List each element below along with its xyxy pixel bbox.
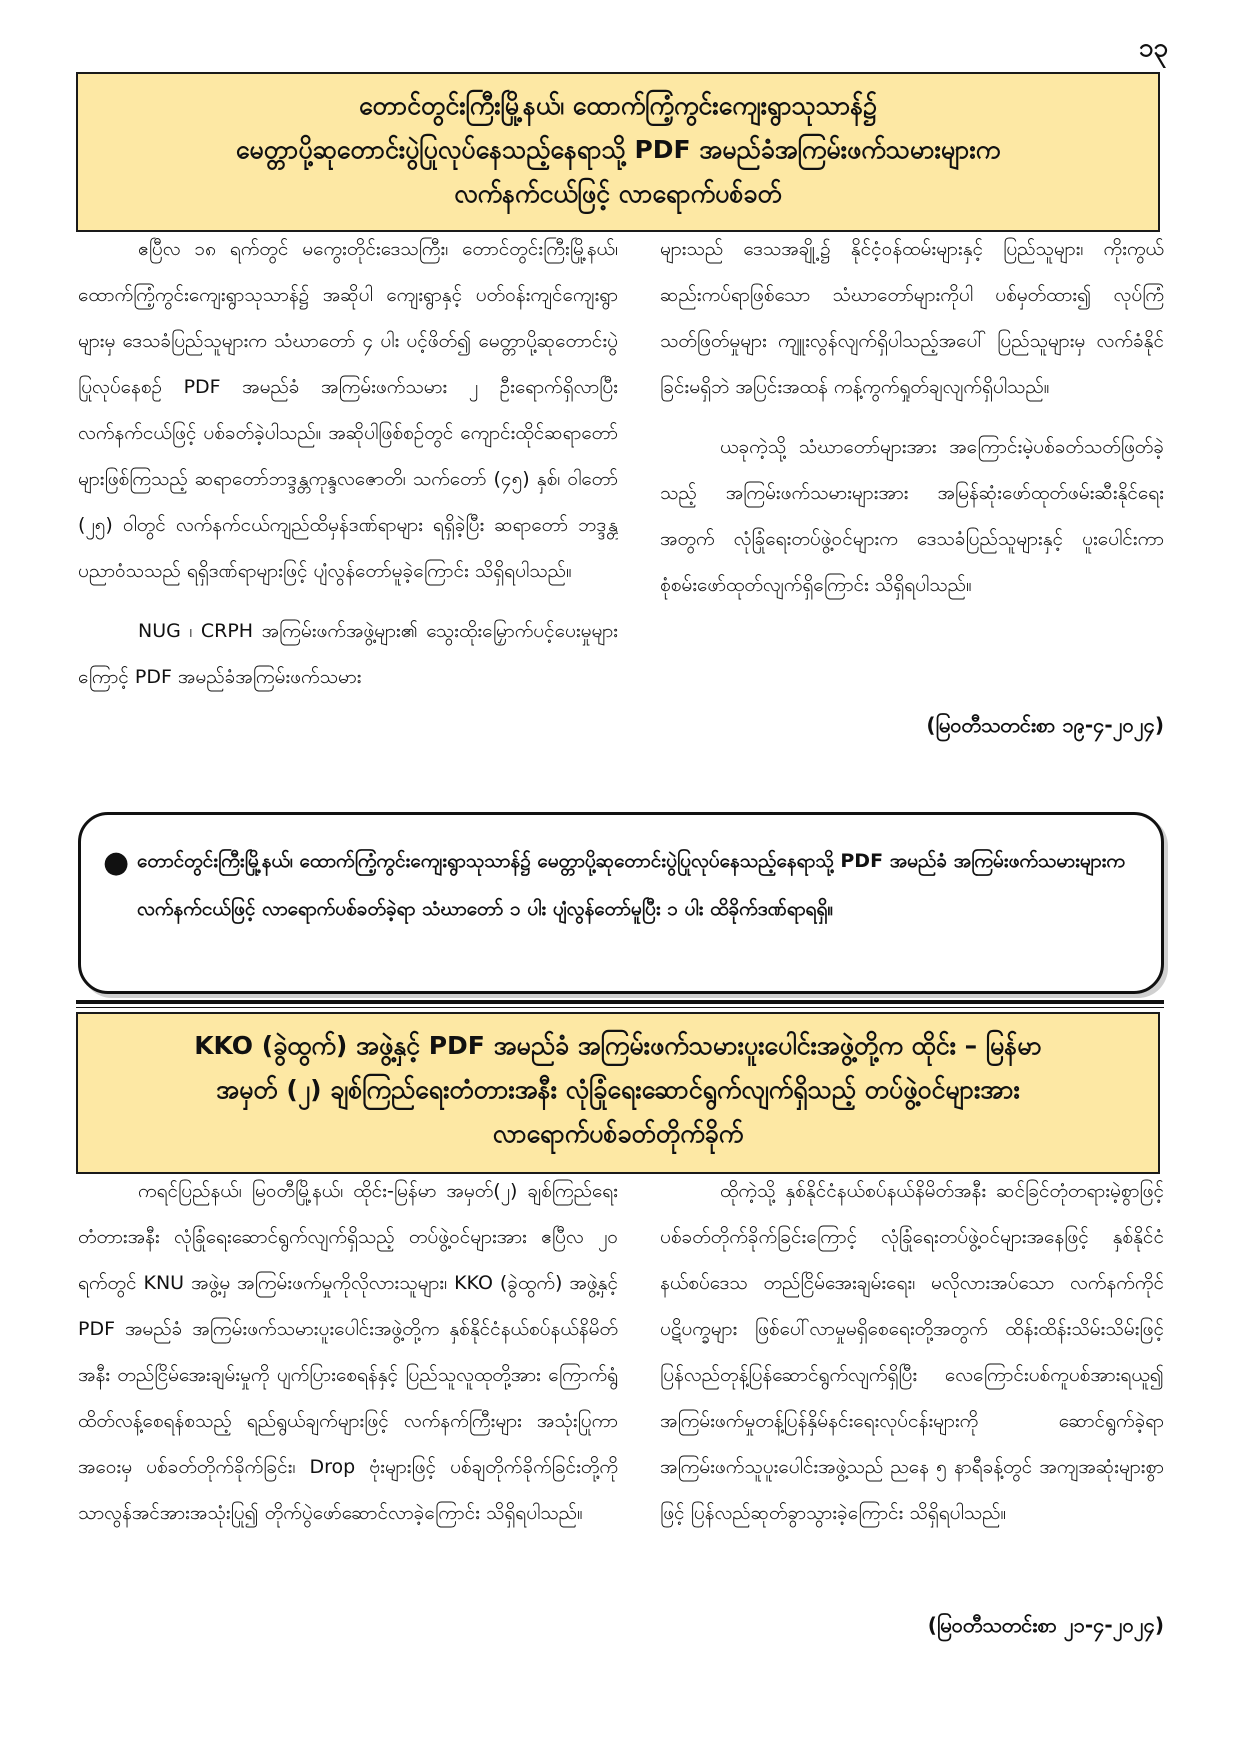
paragraph: ထိုကဲ့သို့ နှစ်နိုင်ငံနယ်စပ်နယ်နိမိတ်အနီး ဆင်ခြင်တုံတရားမဲ့စွာဖြင့် ပစ်ခတ်တိုက်ခိုက်ခြင်းကြောင့် လုံခြုံရေးတပ်ဖွဲ့ဝင်များအနေဖြင့် နှစ်နိုင်ငံနယ်စပ်ဒေသ တည်ငြိမ်အေးချမ်းရေး၊ မလိုလားအပ်သော လက်နက်ကိုင်ပဋိပက္ခများ ဖြစ်ပေါ်လာမှုမရှိစေရေးတို့အတွက် ထိန်းထိန်းသိမ်းသိမ်းဖြင့် ပြန်လည်တုန့်ပြန်ဆောင်ရွက်လျက်ရှိပြီး လေကြောင်းပစ်ကူပစ်အားရယူ၍ အကြမ်းဖက်မှုတန့်ပြန်နှိမ်နင်းရေးလုပ်ငန်းများကို ဆောင်ရွက်ခဲ့ရာ အကြမ်းဖက်သူပူးပေါင်းအဖွဲ့သည် ညနေ ၅ နာရီခန့်တွင် အကျအဆုံးများစွာဖြင့် ပြန်လည်ဆုတ်ခွာသွားခဲ့ကြောင်း သိရှိရပါသည်။ bbox=[660, 1180, 1164, 1524]
section-divider bbox=[76, 1000, 1164, 1004]
summary-note-text: တောင်တွင်းကြီးမြို့နယ်၊ ထောက်ကြံ့ကွင်းကျေးရွာသုသာန်၌ မေတ္တာပို့ဆုတောင်းပွဲပြုလုပ်နေသည့်နေရာသို့ PDF အမည်ခံ အကြမ်းဖက်သမားများက လက်နက်ငယ်ဖြင့် လာရောက်ပစ်ခတ်ခဲ့ရာ သံဃာတော် ၁ ပါး ပျံလွန်တော်မူပြီး ၁ ပါး ထိခိုက်ဒဏ်ရာရရှိ။ bbox=[137, 850, 1125, 920]
article-2-headline bbox=[76, 1012, 1160, 1174]
headline-line: လက်နက်ငယ်ဖြင့် လာရောက်ပစ်ခတ် bbox=[454, 179, 782, 208]
paragraph: ဧပြီလ ၁၈ ရက်တွင် မကွေးတိုင်းဒေသကြီး၊ တောင်တွင်းကြီးမြို့နယ်၊ ထောက်ကြံ့ကွင်းကျေးရွာသုသာန်၌ အဆိုပါ ကျေးရွာနှင့် ပတ်ဝန်းကျင်ကျေးရွာများမှ ဒေသခံပြည်သူများက သံဃာတော် ၄ ပါး ပင့်ဖိတ်၍ မေတ္တာပို့ဆုတောင်းပွဲပြုလုပ်နေစဉ် PDF အမည်ခံ အကြမ်းဖက်သမား ၂ ဦးရောက်ရှိလာပြီး လက်နက်ငယ်ဖြင့် ပစ်ခတ်ခဲ့ပါသည်။ အဆိုပါဖြစ်စဉ်တွင် ကျောင်းထိုင်ဆရာတော်များဖြစ်ကြသည့် ဆရာတော်ဘဒ္ဒန္တကုန္ဒလဇောတိ၊ သက်တော် (၄၅) နှစ်၊ ဝါတော် (၂၅) ဝါတွင် လက်နက်ငယ်ကျည်ထိမှန်ဒဏ်ရာများ ရရှိခဲ့ပြီး ဆရာတော် ဘဒ္ဒန္တပညာဝံသသည် ရရှိဒဏ်ရာများဖြင့် ပျံလွန်တော်မူခဲ့ကြောင်း သိရှိရပါသည်။ bbox=[78, 238, 618, 582]
article-2-source: (မြဝတီသတင်းစာ ၂၁-၄-၂၀၂၄) bbox=[927, 1613, 1164, 1637]
paragraph: ကရင်ပြည်နယ်၊ မြဝတီမြို့နယ်၊ ထိုင်း-မြန်မာ အမှတ်(၂) ချစ်ကြည်ရေးတံတားအနီး လုံခြုံရေးဆောင်ရွက်လျက်ရှိသည့် တပ်ဖွဲ့ဝင်များအား ဧပြီလ ၂၀ ရက်တွင် KNU အဖွဲ့မှ အကြမ်းဖက်မှုကိုလိုလားသူများ၊ KKO (ခွဲထွက်) အဖွဲ့နှင့် PDF အမည်ခံ အကြမ်းဖက်သမားပူးပေါင်းအဖွဲ့တို့က နှစ်နိုင်ငံနယ်စပ်နယ်နိမိတ်အနီး တည်ငြိမ်အေးချမ်းမှုကို ပျက်ပြားစေရန်နှင့် ပြည်သူလူထုတို့အား ကြောက်ရွံ့ထိတ်လန့်စေရန်စသည့် ရည်ရွယ်ချက်များဖြင့် လက်နက်ကြီးများ အသုံးပြုကာ အဝေးမှ ပစ်ခတ်တိုက်ခိုက်ခြင်း၊ Drop ဗုံးများဖြင့် ပစ်ချတိုက်ခိုက်ခြင်းတို့ကို သာလွန်အင်အားအသုံးပြု၍ တိုက်ပွဲဖော်ဆောင်လာခဲ့ကြောင်း သိရှိရပါသည်။ bbox=[78, 1180, 618, 1524]
headline-line: KKO (ခွဲထွက်) အဖွဲ့နှင့် PDF အမည်ခံ အကြမ်းဖက်သမားပူးပေါင်းအဖွဲ့တို့က ထိုင်း – မြန်မာ bbox=[194, 1031, 1042, 1060]
article-1-right-column bbox=[660, 226, 1164, 706]
article-1-headline bbox=[76, 72, 1160, 232]
headline-line: လာရောက်ပစ်ခတ်တိုက်ခိုက် bbox=[492, 1119, 744, 1148]
paragraph: များသည် ဒေသအချို့၌ နိုင်ငံ့ဝန်ထမ်းများနှင့် ပြည်သူများ၊ ကိုးကွယ်ဆည်းကပ်ရာဖြစ်သော သံဃာတော်များကိုပါ ပစ်မှတ်ထား၍ လုပ်ကြံသတ်ဖြတ်မှုများ ကျူးလွန်လျက်ရှိပါသည့်အပေါ် ပြည်သူများမှ လက်ခံနိုင်ခြင်းမရှိဘဲ အပြင်းအထန် ကန့်ကွက်ရှုတ်ချလျက်ရှိပါသည်။ bbox=[660, 238, 1164, 398]
paragraph: NUG ၊ CRPH အကြမ်းဖက်အဖွဲ့များ၏ သွေးထိုးမြှောက်ပင့်ပေးမှုများကြောင့် PDF အမည်ခံအကြမ်းဖက်သမား bbox=[78, 620, 618, 688]
page-number: ၁၃ bbox=[1138, 33, 1168, 63]
headline-line: တောင်တွင်းကြီးမြို့နယ်၊ ထောက်ကြံ့ကွင်းကျေးရွာသုသာန်၌ bbox=[358, 91, 878, 120]
article-2-right-column bbox=[660, 1168, 1164, 1616]
headline-line: မေတ္တာပို့ဆုတောင်းပွဲပြုလုပ်နေသည့်နေရာသို့ PDF အမည်ခံအကြမ်းဖက်သမားများက bbox=[235, 135, 1001, 164]
section-divider-thin bbox=[76, 1007, 1164, 1008]
bullet-icon: ● bbox=[103, 845, 130, 880]
headline-line: အမှတ် (၂) ချစ်ကြည်ရေးတံတားအနီး လုံခြုံရေးဆောင်ရွက်လျက်ရှိသည့် တပ်ဖွဲ့ဝင်များအား bbox=[216, 1075, 1020, 1104]
article-1-source: (မြဝတီသတင်းစာ ၁၉-၄-၂၀၂၄) bbox=[926, 713, 1164, 737]
summary-note-box bbox=[78, 812, 1164, 994]
paragraph: ယခုကဲ့သို့ သံဃာတော်များအား အကြောင်းမဲ့ပစ်ခတ်သတ်ဖြတ်ခဲ့သည့် အကြမ်းဖက်သမားများအား အမြန်ဆုံးဖော်ထုတ်ဖမ်းဆီးနိုင်ရေးအတွက် လုံခြုံရေးတပ်ဖွဲ့ဝင်များက ဒေသခံပြည်သူများနှင့် ပူးပေါင်းကာ စုံစမ်းဖော်ထုတ်လျက်ရှိကြောင်း သိရှိရပါသည်။ bbox=[660, 436, 1164, 596]
article-1-left-column bbox=[78, 226, 618, 792]
article-2-left-column bbox=[78, 1168, 618, 1698]
